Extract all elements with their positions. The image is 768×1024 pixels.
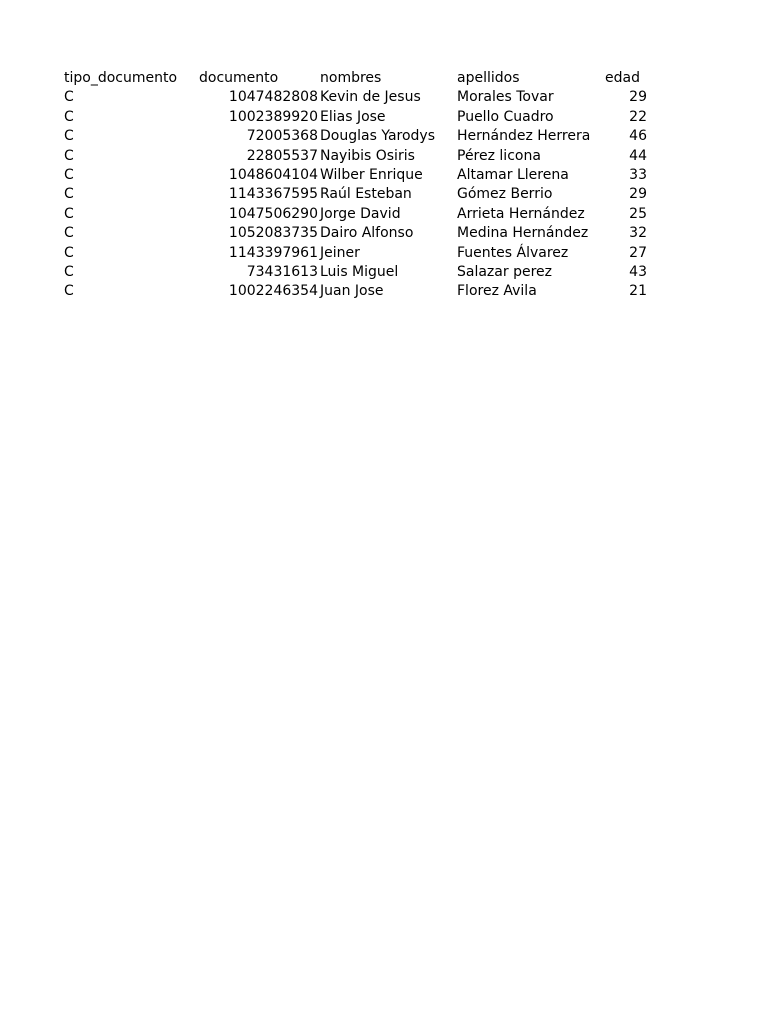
- cell-edad: 46: [629, 128, 647, 145]
- cell-documento: 72005368: [246, 128, 318, 145]
- cell-edad: 44: [629, 147, 647, 164]
- cell-tipo: C: [64, 225, 74, 242]
- cell-documento: 1052083735: [228, 225, 318, 242]
- cell-nombres: Jorge David: [320, 205, 401, 222]
- cell-tipo: C: [64, 263, 74, 280]
- cell-apellidos: Puello Cuadro: [457, 108, 554, 125]
- cell-nombres: Raúl Esteban: [320, 186, 412, 203]
- cell-nombres: Luis Miguel: [320, 263, 399, 280]
- cell-nombres: Jeiner: [320, 244, 360, 261]
- cell-tipo: C: [64, 89, 74, 106]
- cell-edad: 29: [629, 186, 647, 203]
- header-edad: edad: [605, 70, 640, 86]
- cell-apellidos: Arrieta Hernández: [457, 205, 585, 222]
- cell-tipo: C: [64, 147, 74, 164]
- cell-apellidos: Morales Tovar: [457, 89, 554, 106]
- cell-documento: 1002246354: [228, 283, 318, 300]
- cell-apellidos: Gómez Berrio: [457, 186, 553, 203]
- cell-tipo: C: [64, 108, 74, 125]
- cell-edad: 21: [629, 283, 647, 300]
- cell-documento: 22805537: [246, 147, 318, 164]
- cell-nombres: Wilber Enrique: [320, 166, 423, 183]
- cell-tipo: C: [64, 205, 74, 222]
- cell-apellidos: Salazar perez: [457, 263, 552, 280]
- cell-nombres: Kevin de Jesus: [320, 89, 421, 106]
- cell-nombres: Dairo Alfonso: [320, 225, 414, 242]
- cell-nombres: Nayibis Osiris: [320, 147, 415, 164]
- cell-apellidos: Hernández Herrera: [457, 128, 591, 145]
- cell-apellidos: Medina Hernández: [457, 225, 589, 242]
- header-tipo-documento: tipo_documento: [64, 70, 178, 86]
- cell-edad: 27: [629, 244, 647, 261]
- cell-edad: 25: [629, 205, 647, 222]
- cell-edad: 33: [629, 166, 647, 183]
- header-apellidos: apellidos: [457, 70, 520, 86]
- cell-tipo: C: [64, 128, 74, 145]
- cell-tipo: C: [64, 166, 74, 183]
- cell-apellidos: Pérez licona: [457, 147, 541, 164]
- cell-nombres: Douglas Yarodys: [320, 128, 436, 145]
- cell-tipo: C: [64, 283, 74, 300]
- cell-documento: 1048604104: [228, 166, 318, 183]
- cell-apellidos: Florez Avila: [457, 283, 537, 300]
- cell-edad: 43: [629, 263, 647, 280]
- cell-apellidos: Altamar Llerena: [457, 166, 569, 183]
- cell-documento: 1047482808: [228, 89, 318, 106]
- cell-nombres: Juan Jose: [320, 283, 384, 300]
- cell-nombres: Elias Jose: [320, 108, 386, 125]
- header-documento: documento: [199, 70, 279, 86]
- cell-documento: 1143397961: [228, 244, 318, 261]
- cell-edad: 29: [629, 89, 647, 106]
- cell-documento: 1143367595: [228, 186, 318, 203]
- cell-edad: 22: [629, 108, 647, 125]
- header-nombres: nombres: [320, 70, 382, 86]
- cell-tipo: C: [64, 244, 74, 261]
- cell-documento: 73431613: [246, 263, 318, 280]
- cell-tipo: C: [64, 186, 74, 203]
- cell-edad: 32: [629, 225, 647, 242]
- cell-documento: 1047506290: [228, 205, 318, 222]
- cell-documento: 1002389920: [228, 108, 318, 125]
- cell-apellidos: Fuentes Álvarez: [457, 244, 569, 261]
